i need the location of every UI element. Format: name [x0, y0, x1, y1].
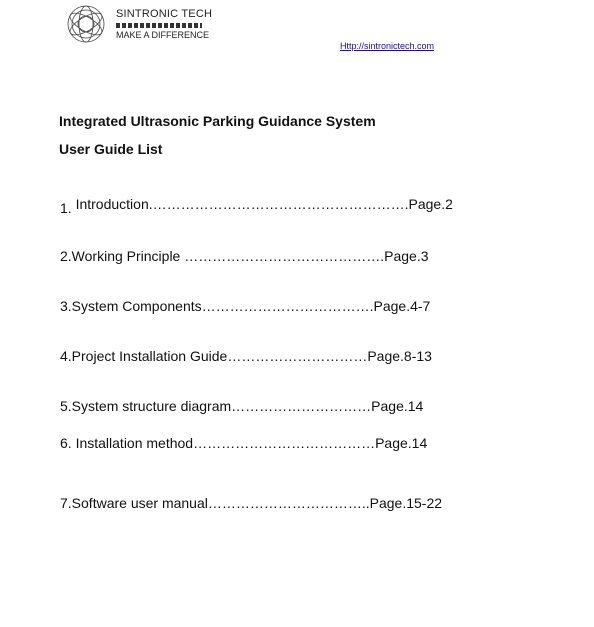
toc-entry-introduction: [60, 196, 453, 216]
toc-entry-structure-diagram: 5.System structure diagram…………………………Page.14: [60, 398, 424, 414]
toc-entry-system-components: 3.System Components……………………………….Page.4-7: [60, 298, 431, 314]
brand-name: SINTRONIC TECH: [116, 8, 213, 20]
brand-divider: [116, 23, 202, 28]
document-subtitle: User Guide List: [59, 141, 163, 157]
brand-tagline: MAKE A DIFFERENCE: [116, 30, 210, 40]
toc-entry-working-principle: 2.Working Principle …………………………………….Page.3: [60, 248, 429, 264]
toc-entry-installation-method: 6. Installation method…………………………………Page.14: [60, 435, 428, 451]
toc-entry-number: 1.: [60, 200, 72, 216]
toc-entry-text: Introduction.……………………………………………….Page.2: [71, 196, 453, 212]
document-title: Integrated Ultrasonic Parking Guidance System: [59, 113, 376, 129]
company-logo: [63, 2, 213, 46]
logo-emblem-icon: [63, 2, 109, 46]
toc-entry-installation-guide: 4.Project Installation Guide…………………………Page.8-13: [60, 348, 432, 364]
website-link[interactable]: Http://sintronictech.com: [340, 41, 435, 51]
toc-entry-software-manual: 7.Software user manual……………………………..Page.15-22: [60, 495, 443, 511]
